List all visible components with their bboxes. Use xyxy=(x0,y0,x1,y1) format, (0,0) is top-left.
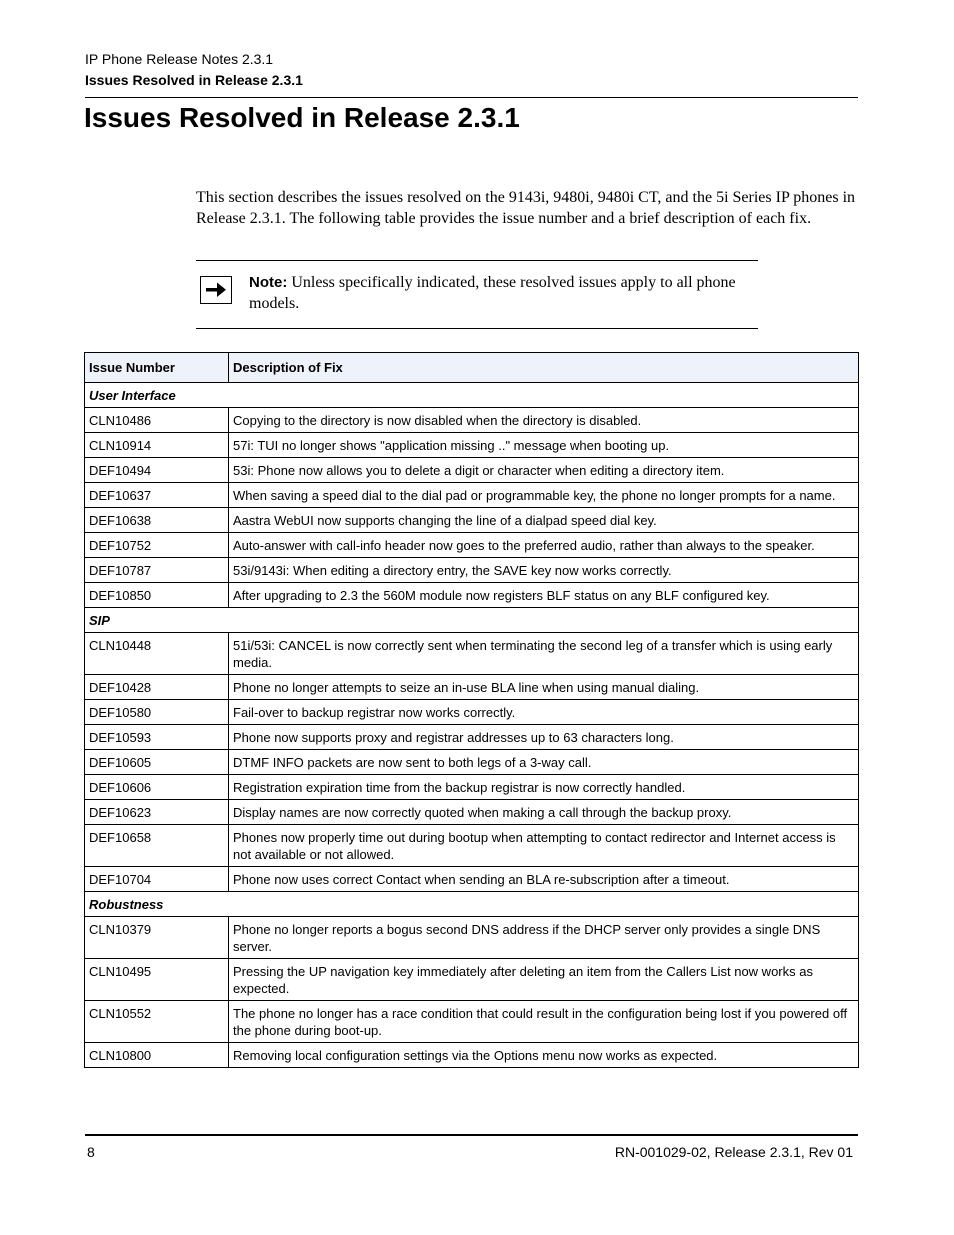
section-row xyxy=(85,892,859,917)
fix-description: 53i/9143i: When editing a directory entry, the SAVE key now works correctly. xyxy=(229,558,859,583)
fix-description: 57i: TUI no longer shows "application missing .." message when booting up. xyxy=(229,433,859,458)
table-row xyxy=(85,675,859,700)
table-row xyxy=(85,458,859,483)
note-bottom-rule xyxy=(196,328,758,329)
table-row xyxy=(85,1043,859,1068)
table-row xyxy=(85,508,859,533)
fix-description: 51i/53i: CANCEL is now correctly sent when terminating the second leg of a transfer which is using early media. xyxy=(229,633,859,675)
table-row xyxy=(85,583,859,608)
arrow-right-icon xyxy=(200,276,232,304)
note-label: Note: xyxy=(249,274,288,291)
issue-number: DEF10638 xyxy=(85,508,229,533)
column-header-description: Description of Fix xyxy=(229,353,859,383)
table-row xyxy=(85,633,859,675)
issue-number: DEF10494 xyxy=(85,458,229,483)
table-row xyxy=(85,825,859,867)
fix-description: When saving a speed dial to the dial pad or programmable key, the phone no longer prompts for a name. xyxy=(229,483,859,508)
issue-number: CLN10486 xyxy=(85,408,229,433)
fix-description: Display names are now correctly quoted when making a call through the backup proxy. xyxy=(229,800,859,825)
section-label: Robustness xyxy=(85,892,859,917)
fix-description: Aastra WebUI now supports changing the line of a dialpad speed dial key. xyxy=(229,508,859,533)
fix-description: 53i: Phone now allows you to delete a digit or character when editing a directory item. xyxy=(229,458,859,483)
table-row xyxy=(85,800,859,825)
fix-description: Phone now supports proxy and registrar addresses up to 63 characters long. xyxy=(229,725,859,750)
fix-description: Removing local configuration settings via the Options menu now works as expected. xyxy=(229,1043,859,1068)
fix-description: After upgrading to 2.3 the 560M module now registers BLF status on any BLF configured key. xyxy=(229,583,859,608)
table-row xyxy=(85,533,859,558)
table-body xyxy=(85,383,859,1068)
issue-number: CLN10448 xyxy=(85,633,229,675)
table-header-row xyxy=(85,353,859,383)
fix-description: Fail-over to backup registrar now works correctly. xyxy=(229,700,859,725)
issue-number: DEF10850 xyxy=(85,583,229,608)
page-number: 8 xyxy=(87,1144,95,1160)
section-row xyxy=(85,608,859,633)
issue-number: DEF10580 xyxy=(85,700,229,725)
table-row xyxy=(85,558,859,583)
issue-number: DEF10606 xyxy=(85,775,229,800)
fix-description: Phone no longer reports a bogus second DNS address if the DHCP server only provides a single DNS server. xyxy=(229,917,859,959)
issue-number: CLN10495 xyxy=(85,959,229,1001)
issue-number: CLN10800 xyxy=(85,1043,229,1068)
note-block xyxy=(249,272,749,314)
issue-number: DEF10428 xyxy=(85,675,229,700)
fix-description: Phones now properly time out during bootup when attempting to contact redirector and Internet access is not available or not allowed. xyxy=(229,825,859,867)
note-text: Unless specifically indicated, these resolved issues apply to all phone models. xyxy=(249,274,736,312)
table-row xyxy=(85,408,859,433)
running-header-section-title: Issues Resolved in Release 2.3.1 xyxy=(85,72,303,88)
table-row xyxy=(85,959,859,1001)
table-row xyxy=(85,700,859,725)
running-header-doc-title: IP Phone Release Notes 2.3.1 xyxy=(85,51,274,67)
issue-number: CLN10552 xyxy=(85,1001,229,1043)
issue-number: DEF10593 xyxy=(85,725,229,750)
issue-number: DEF10623 xyxy=(85,800,229,825)
fix-description: Phone no longer attempts to seize an in-use BLA line when using manual dialing. xyxy=(229,675,859,700)
issue-number: CLN10914 xyxy=(85,433,229,458)
fix-description: Auto-answer with call-info header now goes to the preferred audio, rather than always to the speaker. xyxy=(229,533,859,558)
issue-number: DEF10658 xyxy=(85,825,229,867)
issue-number: DEF10605 xyxy=(85,750,229,775)
table-row xyxy=(85,917,859,959)
issue-number: CLN10379 xyxy=(85,917,229,959)
footer-divider xyxy=(85,1134,858,1136)
column-header-issue-number: Issue Number xyxy=(85,353,229,383)
page-title: Issues Resolved in Release 2.3.1 xyxy=(84,102,520,133)
header-divider xyxy=(85,97,858,98)
table-row xyxy=(85,1001,859,1043)
issue-number: DEF10704 xyxy=(85,867,229,892)
table-row xyxy=(85,750,859,775)
fix-description: Registration expiration time from the backup registrar is now correctly handled. xyxy=(229,775,859,800)
table-row xyxy=(85,483,859,508)
fix-description: Copying to the directory is now disabled when the directory is disabled. xyxy=(229,408,859,433)
table-row xyxy=(85,867,859,892)
document-revision: RN-001029-02, Release 2.3.1, Rev 01 xyxy=(614,1144,853,1160)
section-row xyxy=(85,383,859,408)
issue-number: DEF10752 xyxy=(85,533,229,558)
fix-description: The phone no longer has a race condition that could result in the configuration being lost if you powered off the phone during boot-up. xyxy=(229,1001,859,1043)
intro-paragraph: This section describes the issues resolved on the 9143i, 9480i, 9480i CT, and the 5i Series IP phones in Release 2.3.1. The following table provides the issue number and a brief description of each fix. xyxy=(196,189,856,227)
fix-description: Phone now uses correct Contact when sending an BLA re-subscription after a timeout. xyxy=(229,867,859,892)
fix-description: DTMF INFO packets are now sent to both legs of a 3-way call. xyxy=(229,750,859,775)
issue-number: DEF10637 xyxy=(85,483,229,508)
section-label: User Interface xyxy=(85,383,859,408)
table-row xyxy=(85,725,859,750)
issue-number: DEF10787 xyxy=(85,558,229,583)
note-top-rule xyxy=(196,260,758,261)
table-row xyxy=(85,433,859,458)
fix-description: Pressing the UP navigation key immediately after deleting an item from the Callers List now works as expected. xyxy=(229,959,859,1001)
section-label: SIP xyxy=(85,608,859,633)
resolved-issues-table xyxy=(84,352,859,1068)
table-row xyxy=(85,775,859,800)
